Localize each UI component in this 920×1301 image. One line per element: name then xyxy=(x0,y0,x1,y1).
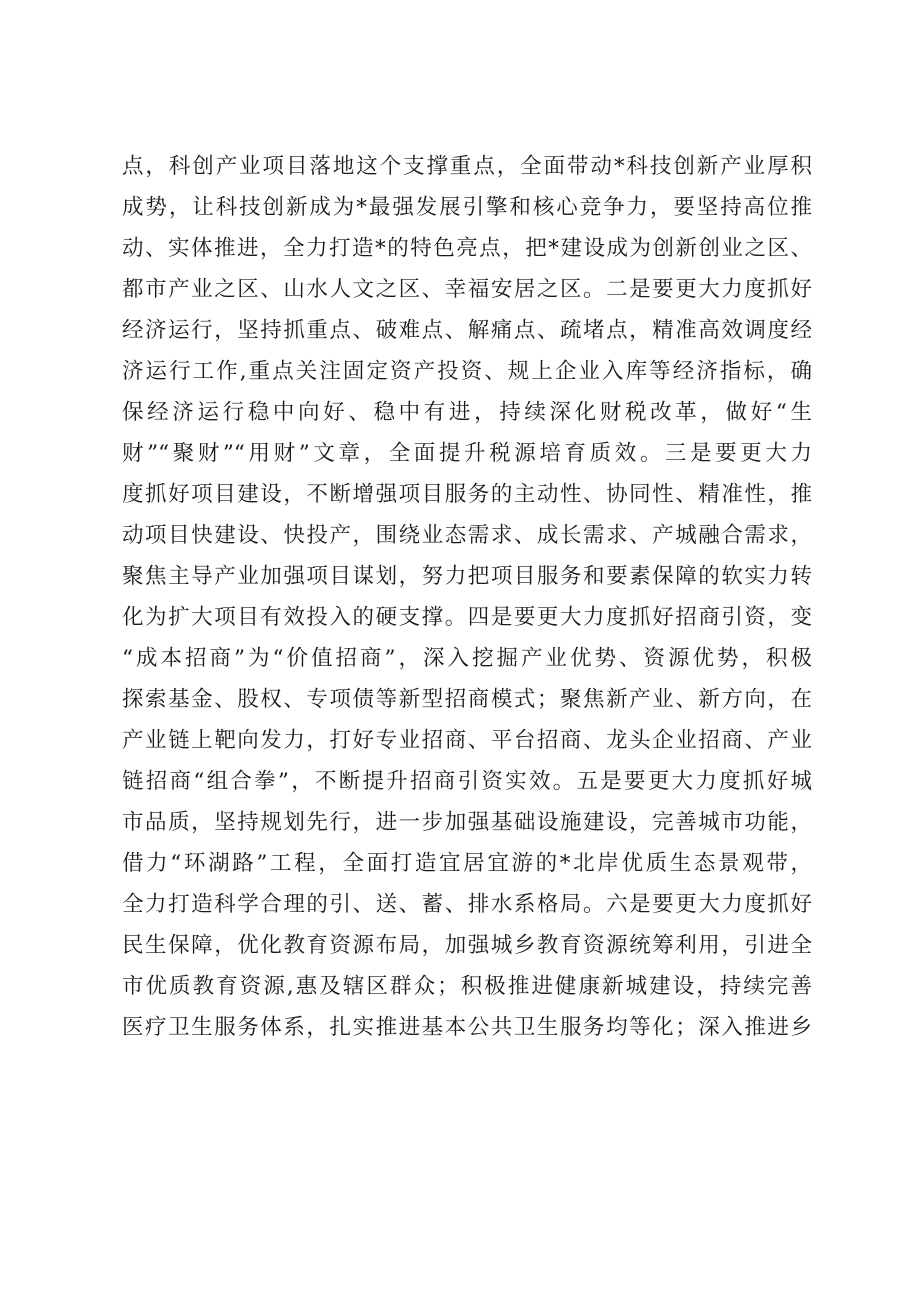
text-line: 化为扩大项目有效投入的硬支撑。四是要更大力度抓好招商引资，变 xyxy=(122,605,812,630)
text-line: 链招商“组合拳”，不断提升招商引资实效。五是要更大力度抓好城 xyxy=(122,769,812,794)
text-line: 动项目快建设、快投产，围绕业态需求、成长需求、产城融合需求， xyxy=(122,523,812,548)
text-line: 民生保障，优化教育资源布局，加强城乡教育资源统筹利用，引进全 xyxy=(122,933,812,958)
text-line: 都市产业之区、山水人文之区、幸福安居之区。二是要更大力度抓好 xyxy=(122,277,812,302)
text-line: 经济运行，坚持抓重点、破难点、解痛点、疏堵点，精准高效调度经 xyxy=(122,318,812,343)
text-line: 医疗卫生服务体系，扎实推进基本公共卫生服务均等化；深入推进乡 xyxy=(122,1015,812,1040)
text-line: 产业链上靶向发力，打好专业招商、平台招商、龙头企业招商、产业 xyxy=(122,728,812,753)
text-line: 动、实体推进，全力打造*的特色亮点，把*建设成为创新创业之区、 xyxy=(122,236,812,261)
text-line: 度抓好项目建设，不断增强项目服务的主动性、协同性、精准性，推 xyxy=(122,482,812,507)
text-line: 聚焦主导产业加强项目谋划，努力把项目服务和要素保障的软实力转 xyxy=(122,564,812,589)
text-line: “成本招商”为“价值招商”，深入挖掘产业优势、资源优势，积极 xyxy=(122,646,812,671)
text-line: 财”“聚财”“用财”文章，全面提升税源培育质效。三是要更大力 xyxy=(122,441,812,466)
text-line: 保经济运行稳中向好、稳中有进，持续深化财税改革，做好“生 xyxy=(122,400,812,425)
text-line: 全力打造科学合理的引、送、蓄、排水系格局。六是要更大力度抓好 xyxy=(122,892,812,917)
text-line: 探索基金、股权、专项债等新型招商模式；聚焦新产业、新方向，在 xyxy=(122,687,812,712)
text-line: 济运行工作,重点关注固定资产投资、规上企业入库等经济指标，确 xyxy=(122,359,812,384)
text-line: 点，科创产业项目落地这个支撑重点，全面带动*科技创新产业厚积 xyxy=(122,154,812,179)
text-line: 成势，让科技创新成为*最强发展引擎和核心竞争力，要坚持高位推 xyxy=(122,195,812,220)
text-line: 市品质，坚持规划先行，进一步加强基础设施建设，完善城市功能， xyxy=(122,810,812,835)
text-line: 借力“环湖路”工程，全面打造宜居宜游的*北岸优质生态景观带， xyxy=(122,851,812,876)
body-paragraph xyxy=(122,146,812,1048)
text-line: 市优质教育资源,惠及辖区群众；积极推进健康新城建设，持续完善 xyxy=(122,974,812,999)
